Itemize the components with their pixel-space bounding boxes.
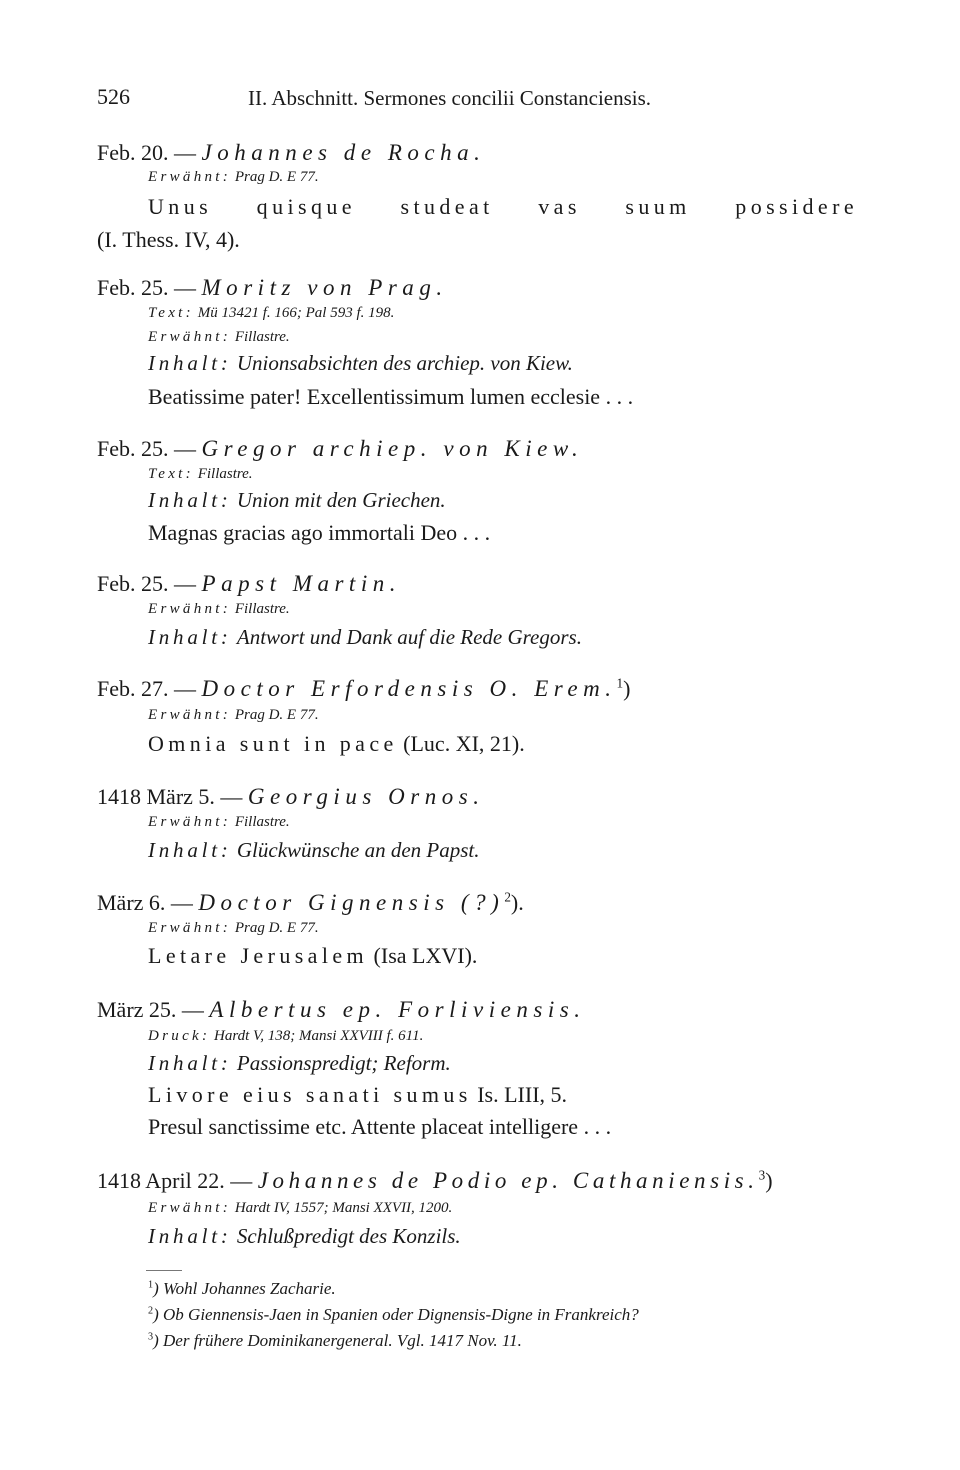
entry-meta <box>148 602 290 617</box>
incipit-line <box>148 945 477 967</box>
meta-label: Text: <box>148 466 194 482</box>
preacher-name: Doctor Gignensis (?) <box>198 890 505 915</box>
running-title: II. Abschnitt. Sermones concilii Constanciensis. <box>248 86 652 110</box>
meta-label: Erwähnt: <box>148 814 232 830</box>
entry-heading <box>97 785 485 808</box>
entry-date: März 25. <box>97 997 177 1022</box>
meta-value: Mü 13421 f. 166; Pal 593 f. 198. <box>197 305 395 321</box>
incipit-line: Magnas gracias ago immortali Deo . . . <box>148 520 491 545</box>
footnote-mark-close: ) <box>153 1305 159 1324</box>
incipit-reference: (Isa LXVI). <box>373 943 478 968</box>
inhalt-line <box>148 490 446 511</box>
footnote-mark: 3 <box>148 1331 154 1343</box>
meta-label: Erwähnt: <box>148 920 232 936</box>
footnote-ref: 1 <box>616 675 624 691</box>
incipit-reference: Is. LIII, 5. <box>477 1082 568 1107</box>
meta-label: Erwähnt: <box>148 1200 232 1216</box>
entry-dash: — <box>230 1168 253 1193</box>
entry-meta <box>148 1201 452 1216</box>
preacher-name: Johannes de Podio ep. Cathaniensis. <box>257 1168 759 1193</box>
meta-label: Text: <box>148 305 194 321</box>
entry-heading <box>97 572 401 595</box>
entry-meta <box>148 815 290 830</box>
incipit-line <box>148 733 525 755</box>
meta-value: Prag D. E 77. <box>234 707 319 723</box>
inhalt-line <box>148 627 582 648</box>
page-number: 526 <box>97 84 130 109</box>
inhalt-label: Inhalt: <box>148 1224 232 1248</box>
name-suffix: ). <box>510 890 524 915</box>
footnote-mark: 1 <box>148 1279 154 1291</box>
incipit-line <box>148 196 858 218</box>
entry-meta <box>148 1029 423 1044</box>
meta-value: Hardt IV, 1557; Mansi XXVII, 1200. <box>234 1200 453 1216</box>
footnote-text: Wohl Johannes Zacharie. <box>163 1279 336 1298</box>
incipit-reference: (Luc. XI, 21). <box>403 731 525 756</box>
incipit-line <box>148 1084 567 1106</box>
footnote-ref: 3 <box>758 1167 766 1183</box>
entry-heading <box>97 998 585 1021</box>
name-suffix: ) <box>623 676 631 701</box>
entry-date: 1418 April 22. <box>97 1168 225 1193</box>
name-suffix: ) <box>765 1168 773 1193</box>
incipit-word: studeat <box>400 194 494 219</box>
entry-heading <box>97 437 583 460</box>
footnote-ref: 2 <box>504 889 511 905</box>
entry-dash: — <box>174 571 196 596</box>
entry-dash: — <box>220 784 243 809</box>
preacher-name: Moritz von Prag. <box>201 275 448 300</box>
inhalt-line <box>148 840 480 861</box>
footnote-mark-close: ) <box>153 1279 159 1298</box>
entry-heading <box>97 677 630 700</box>
preacher-name: Papst Martin. <box>201 571 402 596</box>
inhalt-label: Inhalt: <box>148 625 232 649</box>
entry-heading <box>97 891 524 914</box>
incipit-word: quisque <box>256 194 356 219</box>
incipit-word: Unus <box>148 194 213 219</box>
meta-value: Fillastre. <box>197 466 253 482</box>
incipit-spaced: Livore eius sanati sumus <box>148 1082 472 1107</box>
inhalt-line <box>148 1226 461 1247</box>
meta-label: Erwähnt: <box>148 601 232 617</box>
entry-meta <box>148 306 394 321</box>
preacher-name: Johannes de Rocha. <box>201 140 486 165</box>
inhalt-label: Inhalt: <box>148 1051 232 1075</box>
inhalt-line <box>148 353 573 374</box>
entry-dash: — <box>174 436 196 461</box>
meta-value: Hardt V, 138; Mansi XXVIII f. 611. <box>214 1028 424 1044</box>
entry-dash: — <box>174 275 196 300</box>
footnote-rule <box>146 1270 182 1271</box>
inhalt-text: Passionspredigt; Reform. <box>236 1051 451 1075</box>
footnote <box>148 1280 336 1297</box>
meta-label: Erwähnt: <box>148 707 232 723</box>
incipit-line: Presul sanctissime etc. Attente placeat intelligere . . . <box>148 1114 612 1139</box>
entry-meta <box>148 921 319 936</box>
entry-meta <box>148 170 319 185</box>
incipit-spaced: Letare Jerusalem <box>148 943 369 968</box>
meta-value: Fillastre. <box>234 601 290 617</box>
entry-date: 1418 März 5. <box>97 784 215 809</box>
entry-date: Feb. 27. <box>97 676 169 701</box>
entry-dash: — <box>181 997 204 1022</box>
entry-dash: — <box>174 140 196 165</box>
incipit-spaced: Omnia sunt in pace <box>148 731 398 756</box>
inhalt-text: Antwort und Dank auf die Rede Gregors. <box>236 625 582 649</box>
footnote-mark: 2 <box>148 1305 154 1317</box>
footnote <box>148 1332 522 1349</box>
meta-value: Prag D. E 77. <box>234 169 319 185</box>
entry-dash: — <box>170 890 193 915</box>
entry-meta <box>148 330 290 345</box>
footnote-mark-close: ) <box>153 1331 159 1350</box>
meta-value: Prag D. E 77. <box>234 920 319 936</box>
entry-heading <box>97 1169 773 1192</box>
meta-value: Fillastre. <box>234 814 290 830</box>
preacher-name: Gregor archiep. von Kiew. <box>201 436 584 461</box>
meta-value: Fillastre. <box>234 329 290 345</box>
incipit-continuation: (I. Thess. IV, 4). <box>97 227 240 252</box>
entry-date: Feb. 20. <box>97 140 169 165</box>
preacher-name: Doctor Erfordensis O. Erem. <box>201 676 617 701</box>
inhalt-text: Glückwünsche an den Papst. <box>236 838 480 862</box>
entry-date: Feb. 25. <box>97 275 169 300</box>
meta-label: Erwähnt: <box>148 169 232 185</box>
incipit-line: Beatissime pater! Excellentissimum lumen ecclesie . . . <box>148 384 634 409</box>
entry-dash: — <box>174 676 196 701</box>
entry-date: Feb. 25. <box>97 571 169 596</box>
footnote <box>148 1306 639 1323</box>
inhalt-label: Inhalt: <box>148 351 232 375</box>
entry-date: März 6. <box>97 890 166 915</box>
inhalt-text: Schlußpredigt des Konzils. <box>236 1224 461 1248</box>
entry-meta <box>148 708 319 723</box>
inhalt-text: Unionsabsichten des archiep. von Kiew. <box>236 351 573 375</box>
footnote-text: Der frühere Dominikanergeneral. Vgl. 1417 Nov. 11. <box>163 1331 522 1350</box>
preacher-name: Albertus ep. Forliviensis. <box>209 997 586 1022</box>
incipit-word: possidere <box>735 194 858 219</box>
entry-heading <box>97 276 448 299</box>
footnote-text: Ob Giennensis-Jaen in Spanien oder Dignensis-Digne in Frankreich? <box>163 1305 639 1324</box>
inhalt-label: Inhalt: <box>148 838 232 862</box>
meta-label: Erwähnt: <box>148 329 232 345</box>
meta-label: Druck: <box>148 1028 211 1044</box>
entry-date: Feb. 25. <box>97 436 169 461</box>
entry-heading <box>97 141 485 164</box>
inhalt-line <box>148 1053 451 1074</box>
inhalt-text: Union mit den Griechen. <box>236 488 446 512</box>
preacher-name: Georgius Ornos. <box>247 784 485 809</box>
incipit-word: vas <box>538 194 581 219</box>
inhalt-label: Inhalt: <box>148 488 232 512</box>
entry-meta <box>148 467 253 482</box>
incipit-word: suum <box>625 194 691 219</box>
